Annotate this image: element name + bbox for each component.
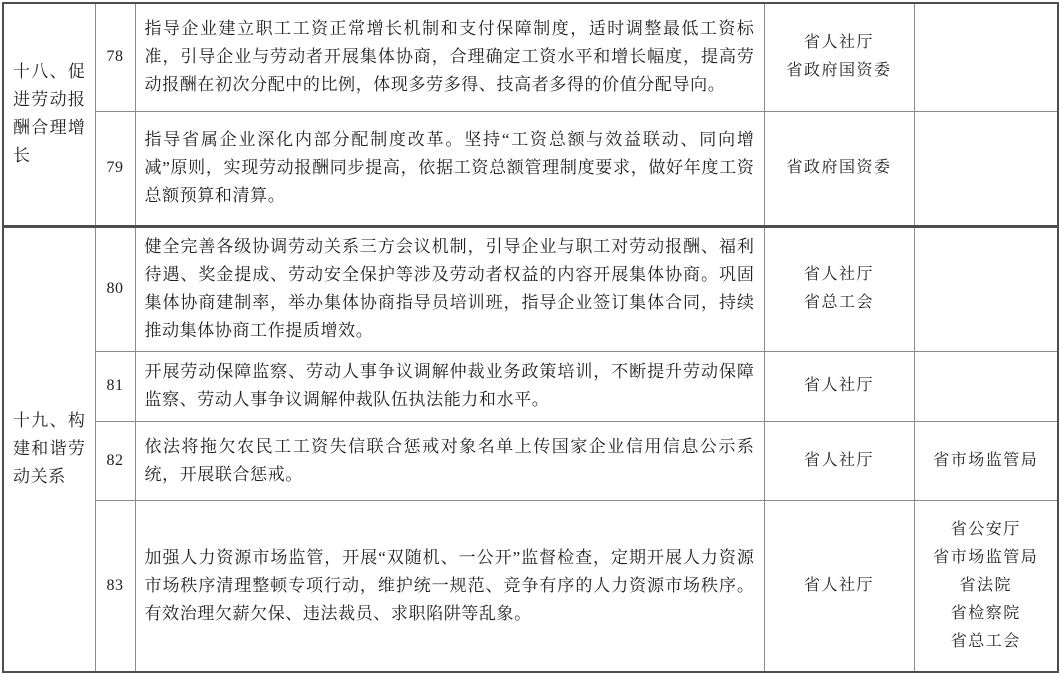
department-line: 省政府国资委 xyxy=(786,159,892,176)
lead-department-cell xyxy=(764,421,914,500)
task-cell: 指导省属企业深化内部分配制度改革。坚持“工资总额与效益联动、同向增减”原则，实现劳动报酬同步提高，依据工资总额管理制度要求，做好年度工资总额预算和清算。 xyxy=(135,111,764,226)
cooperating-department-cell xyxy=(914,226,1058,351)
department-line: 省人社厅 xyxy=(803,266,874,283)
lead-department-cell xyxy=(764,3,914,111)
cooperating-department-cell xyxy=(914,111,1058,226)
department-line: 省法院 xyxy=(959,576,1012,594)
table-row xyxy=(3,500,1058,672)
lead-department-cell xyxy=(764,226,914,351)
item-number-cell: 83 xyxy=(95,500,135,672)
category-cell xyxy=(3,226,95,672)
task-cell: 健全完善各级协调劳动关系三方会议机制，引导企业与职工对劳动报酬、福利待遇、奖金提成、劳动安全保护等涉及劳动者权益的内容开展集体协商。巩固集体协商建制率，举办集体协商指导员培训班，指导企业签订集体合同，持续推动集体协商工作提质增效。 xyxy=(135,226,764,351)
task-cell: 加强人力资源市场监管，开展“双随机、一公开”监督检查，定期开展人力资源市场秩序清理整顿专项行动，维护统一规范、竞争有序的人力资源市场秩序。有效治理欠薪欠保、违法裁员、求职陷阱等乱象。 xyxy=(135,500,764,672)
table-row xyxy=(3,111,1058,226)
work-plan-table-body xyxy=(3,3,1058,672)
table-row xyxy=(3,351,1058,421)
work-plan-table xyxy=(2,2,1059,673)
department-line: 省公安厅 xyxy=(950,520,1021,538)
department-line: 省总工会 xyxy=(950,632,1021,650)
lead-department-cell xyxy=(764,351,914,421)
task-cell: 开展劳动保障监察、劳动人事争议调解仲裁业务政策培训，不断提升劳动保障监察、劳动人事争议调解仲裁队伍执法能力和水平。 xyxy=(135,351,764,421)
table-row xyxy=(3,421,1058,500)
lead-department-cell xyxy=(764,500,914,672)
department-line: 省市场监管局 xyxy=(933,548,1039,566)
department-line: 省人社厅 xyxy=(803,451,874,469)
lead-department-cell xyxy=(764,111,914,226)
task-cell: 指导企业建立职工工资正常增长机制和支付保障制度，适时调整最低工资标准，引导企业与劳动者开展集体协商，合理确定工资水平和增长幅度，提高劳动报酬在初次分配中的比例，体现多劳多得、技高者多得的价值分配导向。 xyxy=(135,3,764,111)
item-number-cell: 82 xyxy=(95,421,135,500)
item-number-cell: 78 xyxy=(95,3,135,111)
department-line: 省人社厅 xyxy=(803,377,874,394)
table-row xyxy=(3,3,1058,111)
category-label: 十九、构建和谐劳动关系 xyxy=(13,411,86,487)
department-line: 省人社厅 xyxy=(803,34,874,52)
cooperating-department-cell xyxy=(914,421,1058,500)
category-label: 十八、促进劳动报酬合理增长 xyxy=(13,62,86,166)
department-line: 省市场监管局 xyxy=(933,451,1039,469)
department-line: 省检察院 xyxy=(950,604,1021,622)
table-row xyxy=(3,226,1058,351)
department-line: 省总工会 xyxy=(803,294,874,311)
category-cell xyxy=(3,3,95,226)
cooperating-department-cell xyxy=(914,3,1058,111)
cooperating-department-cell xyxy=(914,500,1058,672)
department-line: 省政府国资委 xyxy=(786,62,892,80)
item-number-cell: 80 xyxy=(95,226,135,351)
task-cell: 依法将拖欠农民工工资失信联合惩戒对象名单上传国家企业信用信息公示系统，开展联合惩戒。 xyxy=(135,421,764,500)
item-number-cell: 79 xyxy=(95,111,135,226)
department-line: 省人社厅 xyxy=(803,576,874,594)
cooperating-department-cell xyxy=(914,351,1058,421)
item-number-cell: 81 xyxy=(95,351,135,421)
